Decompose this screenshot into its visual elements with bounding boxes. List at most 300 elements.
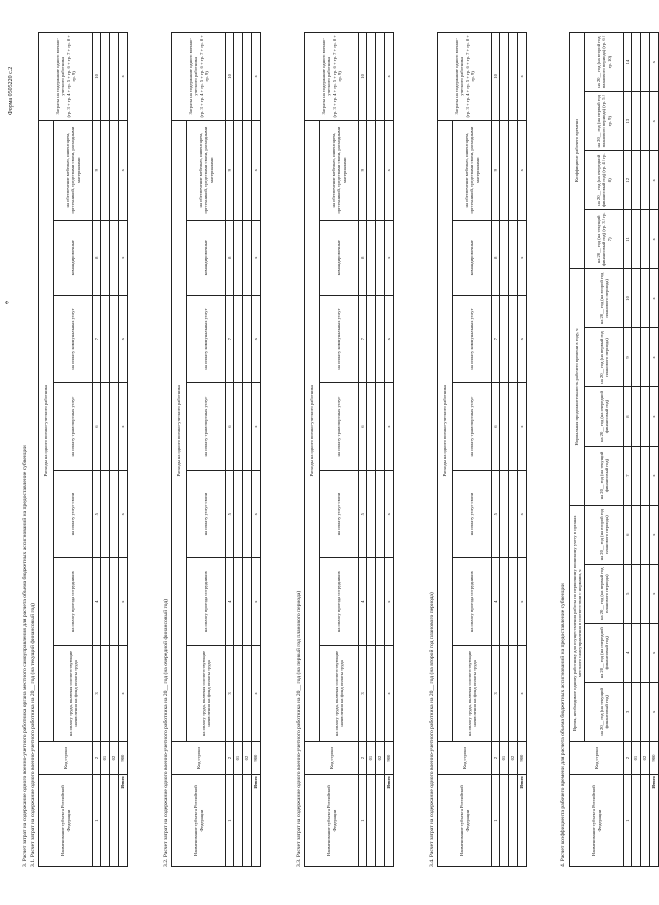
value-cell[interactable] [500, 470, 509, 558]
value-cell[interactable] [509, 383, 518, 471]
value-cell[interactable] [641, 623, 650, 682]
x-cell: x [385, 383, 394, 471]
header-total-cost-label: Затраты на содержание одного военно-учетного работника [187, 38, 199, 115]
total-label: Итого [518, 775, 527, 867]
col-number: 13 [624, 92, 632, 151]
header-total-cost-formula: (гр. 3 + гр. 4 + гр. 5 + гр. 6 + гр. 7 + гр. 8 + гр. 9) [65, 35, 76, 118]
header-col-8: командировочные [453, 220, 492, 295]
subject-cell[interactable] [367, 775, 376, 867]
header-col-4: на оплату проезда сотрудников [187, 558, 226, 646]
value-cell[interactable] [632, 269, 641, 328]
col-number: 10 [359, 33, 367, 121]
header-year: на 20__ год (на второй год планового периода) [585, 269, 624, 328]
header-normal-time: Нормальная продолжительность рабочего времени в году, ч [570, 269, 585, 505]
subject-cell[interactable] [243, 775, 252, 867]
value-cell[interactable] [376, 558, 385, 646]
value-cell[interactable] [367, 120, 376, 220]
header-coef-year: на 20__ год (на первый год планового периода) (гр. 5 / гр. 9) [585, 92, 624, 151]
x-cell: x [385, 33, 394, 121]
subsection-title-3-3: 3.3. Расчет затрат на содержание одного военно-учетного работника на 20__ год (на первый год планового периода) [296, 590, 302, 867]
col-number: 6 [359, 383, 367, 471]
header-col-9: на обеспечение мебелью, инвентарем, оргтехникой, средствами связи, расходными материалами [187, 120, 226, 220]
header-code: Код строки [438, 741, 492, 774]
col-number: 2 [624, 741, 632, 774]
header-group: Расходы на одного военно-учетного работника [438, 120, 453, 741]
header-group: Расходы на одного военно-учетного работника [305, 120, 320, 741]
x-cell: x [385, 646, 394, 742]
col-number: 9 [359, 120, 367, 220]
value-cell[interactable] [101, 220, 110, 295]
table-row [243, 33, 252, 867]
col-number: 8 [624, 387, 632, 446]
header-year: на 20__ год (на текущий финансовый год) [585, 446, 624, 505]
value-cell[interactable] [509, 558, 518, 646]
value-cell[interactable] [509, 220, 518, 295]
x-cell: x [252, 558, 261, 646]
x-cell: x [518, 295, 527, 383]
value-cell[interactable] [500, 220, 509, 295]
value-cell[interactable] [632, 682, 641, 741]
value-cell[interactable] [641, 328, 650, 387]
header-col-5: на оплату услуг связи [187, 470, 226, 558]
value-cell[interactable] [376, 295, 385, 383]
header-col-9: на обеспечение мебелью, инвентарем, оргтехникой, средствами связи, расходными материалами [320, 120, 359, 220]
x-cell: x [650, 564, 659, 623]
col-number: 5 [226, 470, 234, 558]
col-number: 11 [624, 210, 632, 269]
value-cell[interactable] [234, 383, 243, 471]
value-cell[interactable] [641, 564, 650, 623]
value-cell[interactable] [641, 92, 650, 151]
header-subject: Наименование субъекта Российской Федерации [570, 775, 624, 867]
col-number: 12 [624, 151, 632, 210]
subject-cell[interactable] [509, 775, 518, 867]
value-cell[interactable] [632, 623, 641, 682]
col-number: 10 [492, 33, 500, 121]
x-cell: x [518, 646, 527, 742]
value-cell[interactable] [632, 33, 641, 92]
col-number: 4 [93, 558, 101, 646]
header-total-cost-formula: (гр. 3 + гр. 4 + гр. 5 + гр. 6 + гр. 7 + гр. 8 + гр. 9) [331, 35, 342, 118]
x-cell: x [252, 220, 261, 295]
total-code: 900 [252, 741, 261, 774]
col-number: 3 [93, 646, 101, 742]
value-cell[interactable] [367, 33, 376, 121]
x-cell: x [650, 151, 659, 210]
header-col-6: на оплату транспортных услуг [54, 383, 93, 471]
x-cell: x [518, 220, 527, 295]
value-cell[interactable] [376, 646, 385, 742]
header-col-3: на оплату труда, включая соответствующие начисления на фонд оплаты труда [187, 646, 226, 742]
col-number: 1 [359, 775, 367, 867]
value-cell[interactable] [632, 387, 641, 446]
header-total-cost-label: Затраты на содержание одного военно-учетного работника [320, 38, 332, 115]
work-time-table-grid [569, 32, 659, 867]
value-cell[interactable] [641, 387, 650, 446]
header-col-7: на оплату коммунальных услуг [187, 295, 226, 383]
header-col-8: командировочные [187, 220, 226, 295]
value-cell[interactable] [243, 120, 252, 220]
subsection-title-3-1: 3.1. Расчет затрат на содержание одного военно-учетного работника на 20__ год (на текущий финансовый год) [30, 603, 36, 867]
x-cell: x [650, 92, 659, 151]
col-number: 6 [226, 383, 234, 471]
value-cell[interactable] [367, 470, 376, 558]
subject-cell[interactable] [234, 775, 243, 867]
col-number: 7 [226, 295, 234, 383]
col-number: 3 [226, 646, 234, 742]
x-cell: x [385, 295, 394, 383]
total-label: Итого [650, 775, 659, 867]
total-label: Итого [119, 775, 128, 867]
col-number: 4 [492, 558, 500, 646]
value-cell[interactable] [641, 446, 650, 505]
value-cell[interactable] [376, 470, 385, 558]
header-year: на 20__ год (на второй год планового периода) [585, 505, 624, 564]
value-cell[interactable] [101, 120, 110, 220]
col-number: 2 [359, 741, 367, 774]
row-code: 01 [367, 741, 376, 774]
header-col-9: на обеспечение мебелью, инвентарем, оргтехникой, средствами связи, расходными материалами [453, 120, 492, 220]
x-cell: x [252, 33, 261, 121]
x-cell: x [252, 295, 261, 383]
value-cell[interactable] [632, 446, 641, 505]
x-cell: x [119, 295, 128, 383]
header-col-5: на оплату услуг связи [54, 470, 93, 558]
section-3-title: 3. Расчет затрат на содержание одного военно-учетного работника органа местного самоуправления для расчета объема бюджетных ассигнований на предоставление субвенции [22, 445, 28, 867]
header-col-4: на оплату проезда сотрудников [54, 558, 93, 646]
total-code: 900 [518, 741, 527, 774]
col-number: 6 [492, 383, 500, 471]
x-cell: x [650, 623, 659, 682]
col-number: 5 [93, 470, 101, 558]
x-cell: x [119, 646, 128, 742]
header-col-3: на оплату труда, включая соответствующие начисления на фонд оплаты труда [320, 646, 359, 742]
header-col-4: на оплату проезда сотрудников [320, 558, 359, 646]
subject-cell[interactable] [632, 775, 641, 867]
value-cell[interactable] [500, 120, 509, 220]
header-code: Код строки [305, 741, 359, 774]
value-cell[interactable] [243, 220, 252, 295]
value-cell[interactable] [101, 383, 110, 471]
value-cell[interactable] [234, 295, 243, 383]
total-row [252, 33, 261, 867]
col-number: 2 [93, 741, 101, 774]
header-total-cost [438, 33, 492, 121]
value-cell[interactable] [110, 558, 119, 646]
x-cell: x [385, 558, 394, 646]
table-row [641, 33, 650, 867]
header-subject: Наименование субъекта Российской Федерации [305, 775, 359, 867]
value-cell[interactable] [376, 220, 385, 295]
value-cell[interactable] [234, 470, 243, 558]
header-total-cost-label: Затраты на содержание одного военно-учетного работника [54, 38, 66, 115]
header-time-needed: Время, необходимое одному работнику для осуществления работы по первичному воинскому учету в органах местного самоуправления в соответствии с нормами, ч [570, 505, 585, 741]
col-number: 10 [93, 33, 101, 121]
x-cell: x [518, 120, 527, 220]
x-cell: x [650, 33, 659, 92]
header-year: на 20__ год (на первый год планового периода) [585, 328, 624, 387]
col-number: 6 [624, 505, 632, 564]
x-cell: x [650, 682, 659, 741]
header-code: Код строки [172, 741, 226, 774]
col-number: 14 [624, 33, 632, 92]
row-code: 02 [509, 741, 518, 774]
form-code: Форма 0505220 с.2 [8, 66, 14, 115]
header-coefficient: Коэффициент рабочего времени [570, 33, 585, 269]
table-row [376, 33, 385, 867]
work-time-table [569, 32, 659, 867]
col-number: 4 [226, 558, 234, 646]
header-col-6: на оплату транспортных услуг [320, 383, 359, 471]
cost-table [38, 32, 128, 867]
margin-stamp: Ф [5, 300, 9, 305]
table-row [234, 33, 243, 867]
table-row [367, 33, 376, 867]
value-cell[interactable] [234, 646, 243, 742]
value-cell[interactable] [632, 564, 641, 623]
value-cell[interactable] [500, 383, 509, 471]
value-cell[interactable] [641, 33, 650, 92]
x-cell: x [252, 646, 261, 742]
value-cell[interactable] [101, 646, 110, 742]
value-cell[interactable] [509, 295, 518, 383]
value-cell[interactable] [509, 470, 518, 558]
value-cell[interactable] [641, 505, 650, 564]
value-cell[interactable] [641, 210, 650, 269]
col-number: 9 [492, 120, 500, 220]
header-total-cost [172, 33, 226, 121]
col-number: 8 [359, 220, 367, 295]
header-coef-year: на 20__ год (на второй год планового периода) (гр. 6 / гр. 10) [585, 33, 624, 92]
x-cell: x [650, 446, 659, 505]
x-cell: x [518, 470, 527, 558]
header-col-6: на оплату транспортных услуг [453, 383, 492, 471]
col-number: 7 [359, 295, 367, 383]
x-cell: x [650, 210, 659, 269]
total-label: Итого [385, 775, 394, 867]
col-number: 2 [226, 741, 234, 774]
total-row [650, 33, 659, 867]
x-cell: x [385, 470, 394, 558]
header-subject: Наименование субъекта Российской Федерации [438, 775, 492, 867]
subject-cell[interactable] [101, 775, 110, 867]
col-number: 10 [226, 33, 234, 121]
header-year: на 20__ год (на первый год планового периода) [585, 564, 624, 623]
x-cell: x [650, 387, 659, 446]
row-code: 01 [234, 741, 243, 774]
value-cell[interactable] [367, 220, 376, 295]
col-number: 5 [492, 470, 500, 558]
value-cell[interactable] [110, 646, 119, 742]
value-cell[interactable] [243, 295, 252, 383]
value-cell[interactable] [367, 558, 376, 646]
header-year: на 20__ год (на очередной финансовый год) [585, 623, 624, 682]
value-cell[interactable] [234, 558, 243, 646]
col-number: 10 [624, 269, 632, 328]
x-cell: x [518, 33, 527, 121]
row-code: 01 [632, 741, 641, 774]
value-cell[interactable] [641, 682, 650, 741]
header-col-7: на оплату коммунальных услуг [453, 295, 492, 383]
col-number: 9 [93, 120, 101, 220]
value-cell[interactable] [101, 470, 110, 558]
col-number: 1 [226, 775, 234, 867]
value-cell[interactable] [500, 558, 509, 646]
cost-table-3-2 [171, 32, 261, 867]
header-coef-year: на 20__ год (на очередной финансовый год) (гр. 4 / гр. 8) [585, 151, 624, 210]
header-group: Расходы на одного военно-учетного работника [172, 120, 187, 741]
value-cell[interactable] [509, 646, 518, 742]
value-cell[interactable] [101, 558, 110, 646]
value-cell[interactable] [641, 151, 650, 210]
col-number: 4 [359, 558, 367, 646]
value-cell[interactable] [243, 33, 252, 121]
total-label: Итого [252, 775, 261, 867]
col-number: 9 [226, 120, 234, 220]
table-row [509, 33, 518, 867]
subject-cell[interactable] [376, 775, 385, 867]
value-cell[interactable] [376, 383, 385, 471]
col-number: 3 [492, 646, 500, 742]
value-cell[interactable] [632, 328, 641, 387]
subject-cell[interactable] [641, 775, 650, 867]
col-number: 8 [492, 220, 500, 295]
x-cell: x [119, 120, 128, 220]
value-cell[interactable] [376, 33, 385, 121]
subject-cell[interactable] [500, 775, 509, 867]
value-cell[interactable] [101, 33, 110, 121]
value-cell[interactable] [641, 269, 650, 328]
value-cell[interactable] [243, 470, 252, 558]
row-code: 02 [641, 741, 650, 774]
subsection-title-3-2: 3.2. Расчет затрат на содержание одного военно-учетного работника на 20__ год (на очередной финансовый год) [163, 598, 169, 867]
value-cell[interactable] [376, 120, 385, 220]
header-col-3: на оплату труда, включая соответствующие начисления на фонд оплаты труда [54, 646, 93, 742]
header-group: Расходы на одного военно-учетного работника [39, 120, 54, 741]
value-cell[interactable] [509, 33, 518, 121]
row-code: 02 [243, 741, 252, 774]
value-cell[interactable] [367, 295, 376, 383]
row-code: 01 [101, 741, 110, 774]
value-cell[interactable] [632, 210, 641, 269]
col-number: 3 [624, 682, 632, 741]
x-cell: x [119, 470, 128, 558]
value-cell[interactable] [234, 220, 243, 295]
value-cell[interactable] [632, 151, 641, 210]
col-number: 8 [93, 220, 101, 295]
col-number: 2 [492, 741, 500, 774]
header-total-cost-label: Затраты на содержание одного военно-учетного работника [453, 38, 465, 115]
header-col-8: командировочные [54, 220, 93, 295]
col-number: 5 [624, 564, 632, 623]
x-cell: x [119, 383, 128, 471]
subsection-title-3-4: 3.4. Расчет затрат на содержание одного военно-учетного работника на 20__ год (на второй год планового периода) [429, 592, 435, 867]
col-number: 4 [624, 623, 632, 682]
header-col-7: на оплату коммунальных услуг [320, 295, 359, 383]
x-cell: x [650, 505, 659, 564]
value-cell[interactable] [110, 470, 119, 558]
header-col-5: на оплату услуг связи [320, 470, 359, 558]
row-code: 01 [500, 741, 509, 774]
col-number: 6 [93, 383, 101, 471]
x-cell: x [119, 220, 128, 295]
table-row [500, 33, 509, 867]
x-cell: x [119, 33, 128, 121]
header-subject: Наименование субъекта Российской Федерации [172, 775, 226, 867]
value-cell[interactable] [632, 505, 641, 564]
x-cell: x [252, 470, 261, 558]
value-cell[interactable] [234, 120, 243, 220]
header-code: Код строки [570, 741, 624, 774]
header-col-6: на оплату транспортных услуг [187, 383, 226, 471]
value-cell[interactable] [110, 220, 119, 295]
x-cell: x [252, 120, 261, 220]
col-number: 7 [492, 295, 500, 383]
total-code: 900 [119, 741, 128, 774]
value-cell[interactable] [632, 92, 641, 151]
x-cell: x [518, 558, 527, 646]
cost-table [304, 32, 394, 867]
total-code: 900 [650, 741, 659, 774]
header-col-4: на оплату проезда сотрудников [453, 558, 492, 646]
value-cell[interactable] [110, 33, 119, 121]
row-code: 02 [376, 741, 385, 774]
x-cell: x [650, 269, 659, 328]
col-number: 3 [359, 646, 367, 742]
value-cell[interactable] [367, 383, 376, 471]
x-cell: x [385, 120, 394, 220]
value-cell[interactable] [243, 383, 252, 471]
section-4-title: 4. Расчет коэффициента рабочего времени для расчета объема бюджетных ассигнований на предоставление субвенции [560, 583, 566, 867]
value-cell[interactable] [110, 383, 119, 471]
value-cell[interactable] [500, 33, 509, 121]
value-cell[interactable] [110, 120, 119, 220]
table-row [101, 33, 110, 867]
col-number: 1 [624, 775, 632, 867]
header-total-cost [305, 33, 359, 121]
cost-table [171, 32, 261, 867]
row-code: 02 [110, 741, 119, 774]
value-cell[interactable] [243, 646, 252, 742]
header-col-5: на оплату услуг связи [453, 470, 492, 558]
cost-table [437, 32, 527, 867]
col-number: 7 [93, 295, 101, 383]
col-number: 9 [624, 328, 632, 387]
value-cell[interactable] [367, 646, 376, 742]
header-year: на 20__ год (на текущий финансовый год) [585, 682, 624, 741]
value-cell[interactable] [243, 558, 252, 646]
total-row [385, 33, 394, 867]
value-cell[interactable] [500, 646, 509, 742]
value-cell[interactable] [101, 295, 110, 383]
value-cell[interactable] [509, 120, 518, 220]
value-cell[interactable] [110, 295, 119, 383]
header-col-3: на оплату труда, включая соответствующие начисления на фонд оплаты труда [453, 646, 492, 742]
header-col-8: командировочные [320, 220, 359, 295]
header-subject: Наименование субъекта Российской Федерации [39, 775, 93, 867]
cost-table-3-1 [38, 32, 128, 867]
subject-cell[interactable] [110, 775, 119, 867]
col-number: 1 [492, 775, 500, 867]
total-row [518, 33, 527, 867]
header-code: Код строки [39, 741, 93, 774]
value-cell[interactable] [234, 33, 243, 121]
value-cell[interactable] [500, 295, 509, 383]
header-total-cost-formula: (гр. 3 + гр. 4 + гр. 5 + гр. 6 + гр. 7 + гр. 8 + гр. 9) [198, 35, 209, 118]
total-code: 900 [385, 741, 394, 774]
col-number: 8 [226, 220, 234, 295]
header-total-cost-formula: (гр. 3 + гр. 4 + гр. 5 + гр. 6 + гр. 7 + гр. 8 + гр. 9) [464, 35, 475, 118]
